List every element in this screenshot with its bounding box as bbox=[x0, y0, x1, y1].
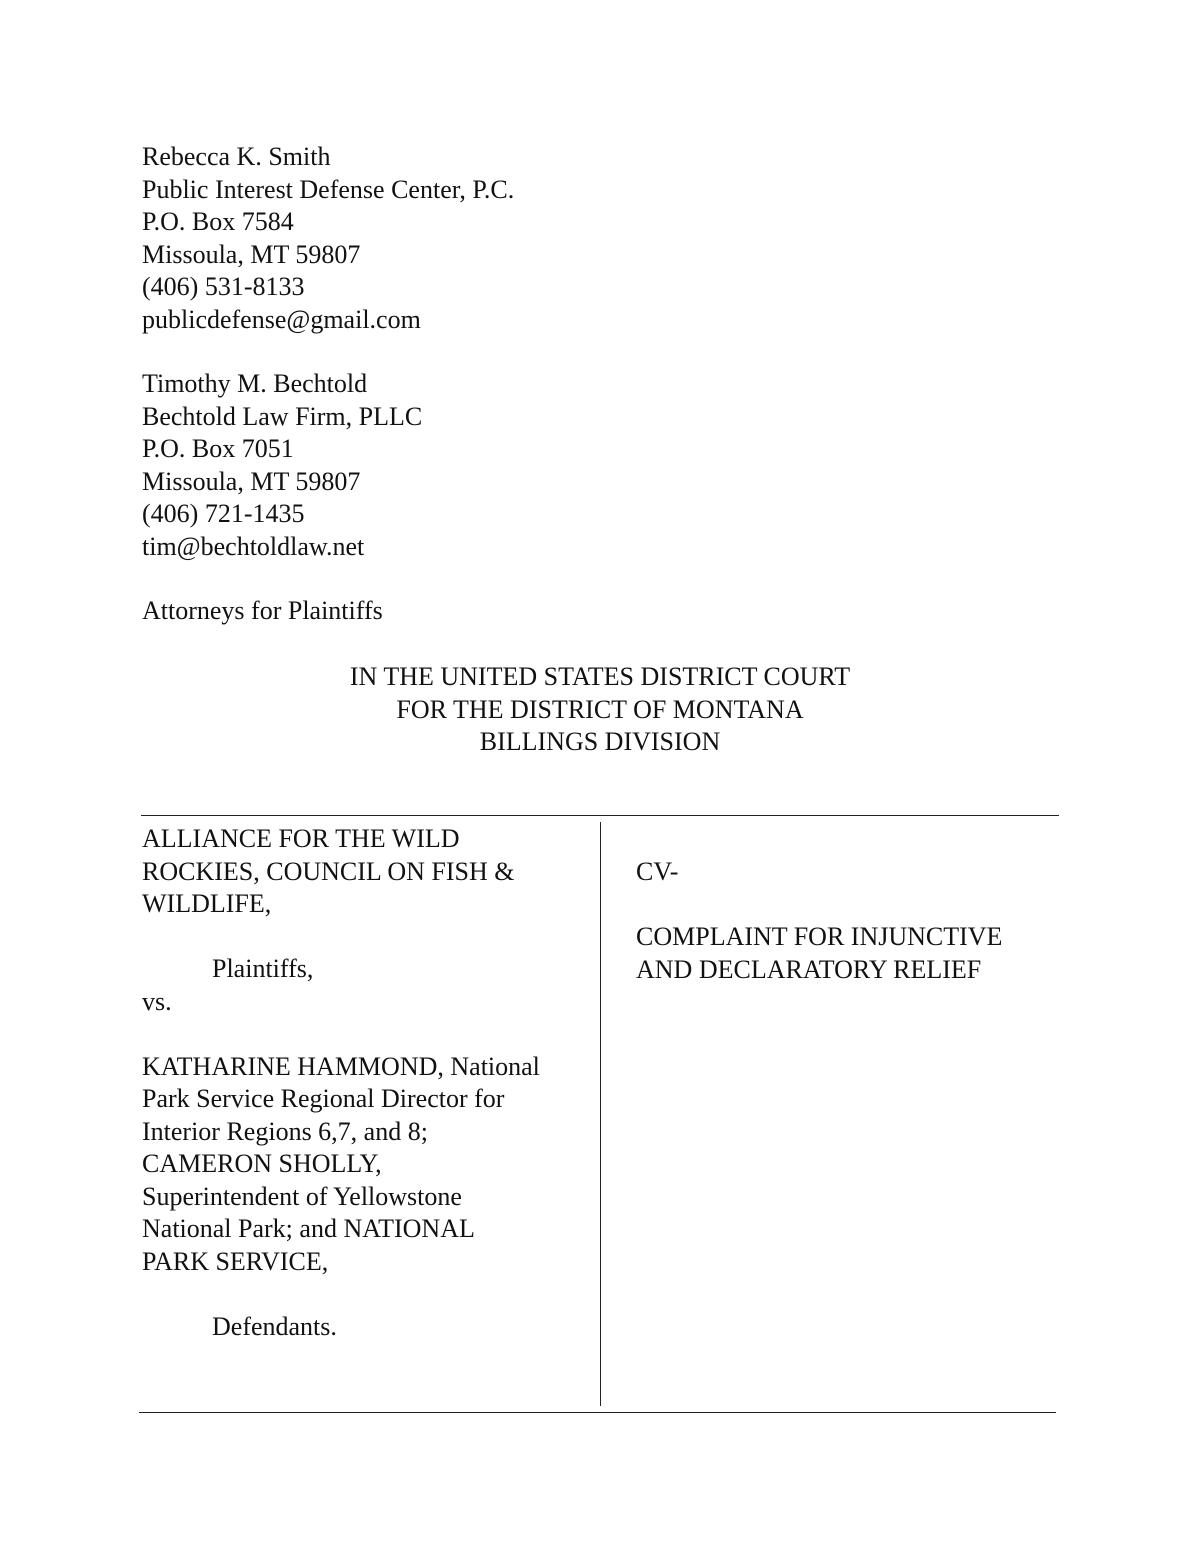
attorney-block-smith bbox=[142, 141, 514, 336]
attorney-city: Missoula, MT 59807 bbox=[142, 466, 361, 496]
spacer bbox=[636, 889, 1002, 922]
attorney-block-bechtold bbox=[142, 368, 422, 563]
defendants-line-3: Interior Regions 6,7, and 8; bbox=[142, 1116, 428, 1146]
attorney-phone: (406) 531-8133 bbox=[142, 272, 305, 301]
document-title-line-1: COMPLAINT FOR INJUNCTIVE bbox=[636, 922, 1003, 951]
attorney-email: publicdefense@gmail.com bbox=[142, 304, 421, 334]
plaintiffs-line-3: WILDLIFE, bbox=[142, 889, 272, 918]
attorney-email: tim@bechtoldlaw.net bbox=[142, 531, 365, 561]
attorney-phone: (406) 721-1435 bbox=[142, 499, 305, 528]
defendants-line-1: KATHARINE HAMMOND, National bbox=[142, 1051, 540, 1081]
defendants-line-7: PARK SERVICE, bbox=[142, 1246, 329, 1276]
spacer bbox=[142, 1018, 540, 1051]
attorney-city: Missoula, MT 59807 bbox=[142, 239, 361, 269]
document-title-line-2: AND DECLARATORY RELIEF bbox=[636, 954, 982, 984]
versus-label: vs. bbox=[142, 986, 172, 1016]
court-heading-line-3: BILLINGS DIVISION bbox=[479, 727, 721, 756]
caption-top-rule bbox=[141, 815, 1059, 816]
spacer bbox=[142, 921, 540, 954]
case-number: CV- bbox=[636, 857, 679, 886]
caption-case-info bbox=[636, 856, 1002, 986]
caption-bottom-rule bbox=[139, 1412, 1056, 1413]
spacer bbox=[142, 1278, 540, 1311]
defendants-label: Defendants. bbox=[212, 1311, 337, 1341]
court-heading-line-1: IN THE UNITED STATES DISTRICT COURT bbox=[349, 662, 851, 691]
attorney-name: Timothy M. Bechtold bbox=[142, 369, 368, 398]
attorney-firm: Public Interest Defense Center, P.C. bbox=[142, 174, 515, 204]
court-heading bbox=[0, 661, 1200, 759]
caption-divider bbox=[600, 822, 601, 1406]
court-heading-line-2: FOR THE DISTRICT OF MONTANA bbox=[396, 694, 804, 724]
defendants-line-6: National Park; and NATIONAL bbox=[142, 1214, 475, 1243]
plaintiffs-label: Plaintiffs, bbox=[212, 954, 314, 983]
defendants-line-2: Park Service Regional Director for bbox=[142, 1084, 505, 1113]
plaintiffs-line-1: ALLIANCE FOR THE WILD bbox=[142, 824, 460, 853]
attorney-name: Rebecca K. Smith bbox=[142, 142, 331, 171]
attorney-firm: Bechtold Law Firm, PLLC bbox=[142, 401, 423, 431]
defendants-line-4: CAMERON SHOLLY, bbox=[142, 1149, 382, 1178]
attorney-po-box: P.O. Box 7051 bbox=[142, 434, 294, 463]
plaintiffs-line-2: ROCKIES, COUNCIL ON FISH & bbox=[142, 856, 515, 886]
attorneys-role: Attorneys for Plaintiffs bbox=[142, 596, 383, 625]
attorney-po-box: P.O. Box 7584 bbox=[142, 207, 294, 236]
defendants-line-5: Superintendent of Yellowstone bbox=[142, 1181, 462, 1211]
caption-parties bbox=[142, 823, 540, 1343]
